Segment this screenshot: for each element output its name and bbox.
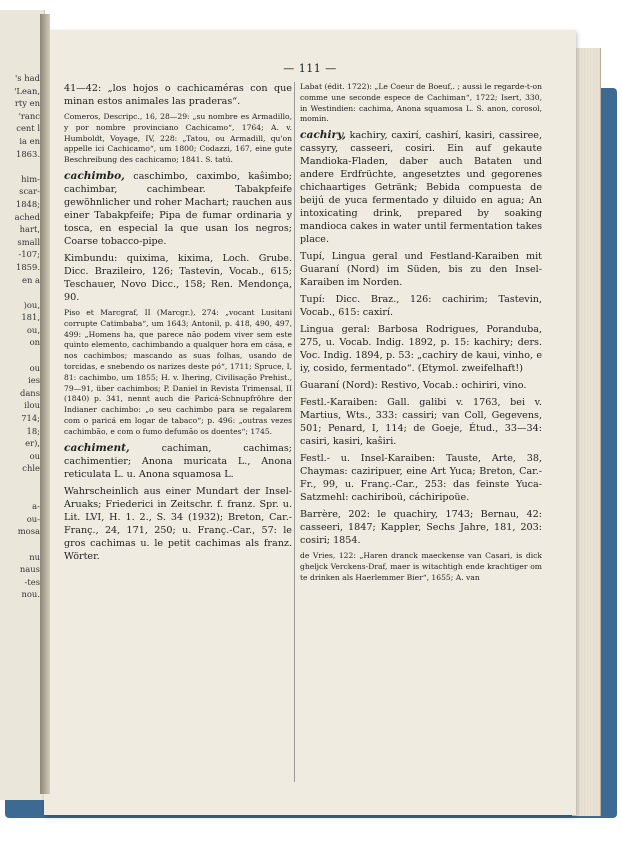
right-column-paragraph [300,250,542,289]
left-page-line: ou [29,450,40,461]
right-column-paragraph [300,379,542,392]
left-page-line: nou. [21,589,40,600]
paragraph-text: kachiry, caxirí, cashirí, kasiri, cassiree, cassyry, casseeri, cosiri. Ein auf gekaute Mandioka-Fladen, daber auch Bataten und andere Erdfrüchte, angesetztes und gegorenes chichaartiges Getränk; Bebida compuesta de beijú de yuca fermentado y diluido en agua; An intoxicating drink, prepared by soaking mandioca cakes in water until fermentation takes place. [300,130,542,246]
right-column-paragraph [300,82,542,125]
left-page-line: ilou [24,400,40,411]
left-page-line: nu [29,551,40,562]
left-page-line: naus [19,564,40,575]
paragraph-text: Piso et Marcgraf, II (Marcgr.), 274: „vocant Lusitani corrupte Catimbaba“, um 1643; Antonil, p. 418, 490, 497, 499: „Homens ha, que parece não podem viver sem este quinto elemento, cachimbando a qualquer hora em cása, e nos cachimbos; mascando as suas folhas, usando de torcidas, e snebendo os narizes deste pó“, 1711; Spruce, I, 81: cachimbo, um 1855; H. v. Ihering, Civilisação Prehist., 79—91, über cachimbos; P. Daniel in Revista Trimensal, II (1840) p. 341, nennt auch die Paricá-Schnupfröhre der Indianer cachimbo: „o seu cachimbo para se regalarem com o paricá em logar de tabaco“; p. 496: „outras vezes cachimbão, e com o fumo defumão os doentes“; 1745. [64,307,292,436]
left-page-line: scar- [19,186,40,197]
left-page-line [0,349,42,362]
left-column-paragraph [64,82,292,108]
left-page-line: ou- [26,513,40,524]
right-column-paragraph [300,551,542,583]
book-gutter [40,14,50,794]
left-page-line [0,538,42,551]
left-column [64,82,292,805]
left-page-line: ou, [26,324,40,335]
right-column-paragraph [300,452,542,504]
paragraph-text: Comeros, Descripc., 16, 28—29: „su nombre es Armadillo, y por nombre provinciano Cachicamo“, 1764; A. v. Humboldt, Voyage, IV, 228: „Tatou, ou Armadill, qu'on appelle ici Cachicamo“, um 1800; Codazzi, 167, eine gute Beschreibung des cachicamo; 1841. S. tatú. [64,112,292,165]
left-page-line: 18; [26,425,40,436]
paragraph-text: Tupí, Lingua geral und Festland-Karaiben mit Guaraní (Nord) im Süden, bis zu den Insel-Karaiben im Norden. [300,251,542,289]
entry-headword: cachimbo, [64,169,125,182]
left-page-line: ou [29,362,40,373]
left-page-line: en a [21,274,40,285]
right-column [300,82,542,805]
left-page-line: hart, [19,224,40,235]
entry-headword: cachiment, [64,441,130,454]
left-page-line [0,160,42,173]
left-page-line [0,286,42,299]
left-page-line: rty en [14,98,40,109]
left-page-line: 1848; [15,198,40,209]
right-column-paragraph [300,323,542,375]
paragraph-text: Kimbundu: quixima, kixima, Loch. Grube. Dicc. Brazileiro, 126; Tastevin, Vocab., 615; Teschauer, Novo Dicc., 158; Ren. Mendonça, 90. [64,252,292,303]
left-page-line: -107; [18,249,40,260]
paragraph-text: Lingua geral: Barbosa Rodrigues, Poranduba, 275, u. Vocab. Indig. 1892, p. 15: kachiry; ders. Voc. Indig. 1894, p. 53: „cachiry de kaui, vinho, e iy, cosido, fermentado“. (Etymol. zweifelhaft!) [300,324,542,375]
left-page-line: er), [25,438,40,449]
right-column-paragraph [300,508,542,547]
paragraph-text: Festl.-Karaiben: Gall. galibi v. 1763, bei v. Martius, Wts., 333: cassiri; van Coll, Gegevens, 501; Penard, I, 114; de Goeje, Étud., 33—34: casiri, kasiri, kaŝiri. [300,397,542,448]
left-page-line: -tes [24,576,40,587]
page-number: — 111 — [283,62,337,75]
left-column-paragraph [64,170,292,248]
paragraph-text: caschimbo, caximbo, kaŝimbo; cachimbar, cachimbear. Tabakpfeife gewöhnlicher und roher Machart; rauchen aus einer Tabakpfeife; Pipa de fumar ordinaria y tosca, en especial la que usan los negros; Coarse tobacco-pipe. [64,170,292,247]
paragraph-text: Festl.- u. Insel-Karaiben: Tauste, Arte, 38, Chaymas: caziripuer, eine Art Yuca; Breton, Car.-Fr., 99, u. Franç.-Car., 253: das feinste Yuca-Satzmehl: cachiriboü, cáchiripoüe. [300,453,542,504]
left-page-line [0,488,42,501]
left-page-line: on [29,337,40,348]
left-page-line [0,475,42,488]
left-page-line: dans [19,387,40,398]
left-page-line: ia en [19,135,40,146]
left-column-paragraph [64,308,292,438]
left-page-line: chle [22,463,40,474]
right-column-paragraph [300,293,542,319]
left-page-line: cent l [16,123,40,134]
paragraph-text: Labat (édit. 1722): „Le Coeur de Boeuf,. ; aussi le regarde-t-on comme une seconde espece de Cachiman“, 1722; Isert, 330, in Westindien: cachima, Anona squamosa L. S. anon, corosol, momin. [300,82,542,124]
left-page-line: small [17,236,40,247]
left-column-paragraph [64,442,292,481]
left-page-line: ies [28,375,40,386]
paragraph-text: de Vries, 122: „Haren dranck maeckense van Casari, is dick gheljck Verckens-Draf, maer is witachtigh ende krachtiger om te drinken als Haerlemmer Bier“, 1655; A. van [300,551,542,582]
left-column-paragraph [64,252,292,304]
left-page-fragments [0,72,42,614]
left-page-line: 714; [21,413,40,424]
left-page-line: a- [32,501,40,512]
paragraph-text: 41—42: „los hojos o cachicaméras con que minan estos animales las praderas“. [64,83,292,107]
left-page-edge [0,10,45,800]
column-divider [294,82,295,782]
left-page-line: ached [14,211,40,222]
left-page-line: him- [21,173,40,184]
left-page-line: 1863. [16,148,40,159]
left-column-paragraph [64,112,292,166]
right-column-paragraph [300,396,542,448]
left-page-line: 181, [21,312,40,323]
left-column-paragraph [64,485,292,563]
left-page-line: )ou, [23,299,40,310]
entry-headword: cachiry, [300,129,346,142]
paragraph-text: Guaraní (Nord): Restivo, Vocab.: ochiriri, vino. [300,380,527,392]
page-stack-edge [572,48,601,816]
left-page-line: 's had [14,73,40,83]
paragraph-text: Barrère, 202: le quachiry, 1743; Bernau, 42: casseeri, 1847; Kappler, Sechs Jahre, 181, 203: cosiri; 1854. [300,509,542,547]
left-page-line: 'ranc [18,110,40,121]
paragraph-text: cachiman, cachimas; cachimentier; Anona muricata L., Anona reticulata L. u. Anona squamosa L. [64,442,292,480]
right-page [44,30,576,815]
left-page-line: 1859. [16,261,40,272]
paragraph-text: Tupí: Dicc. Braz., 126: cachirim; Tastevin, Vocab., 615: caxirí. [300,294,542,319]
left-page-line: 'Lean, [14,85,40,96]
left-page-line [0,601,42,614]
right-column-paragraph [300,129,542,246]
paragraph-text: Wahrscheinlich aus einer Mundart der Insel-Aruaks; Friederici in Zeitschr. f. franz. Spr. u. Lit. LVI, H. 1. 2., S. 34 (1932); Breton, Car.-Franç., 24, 171, 250; u. Franç.-Car., 57: le gros cachimas u. le petit cachimas als franz. Wörter. [64,485,292,562]
left-page-line: mosa [17,526,40,537]
